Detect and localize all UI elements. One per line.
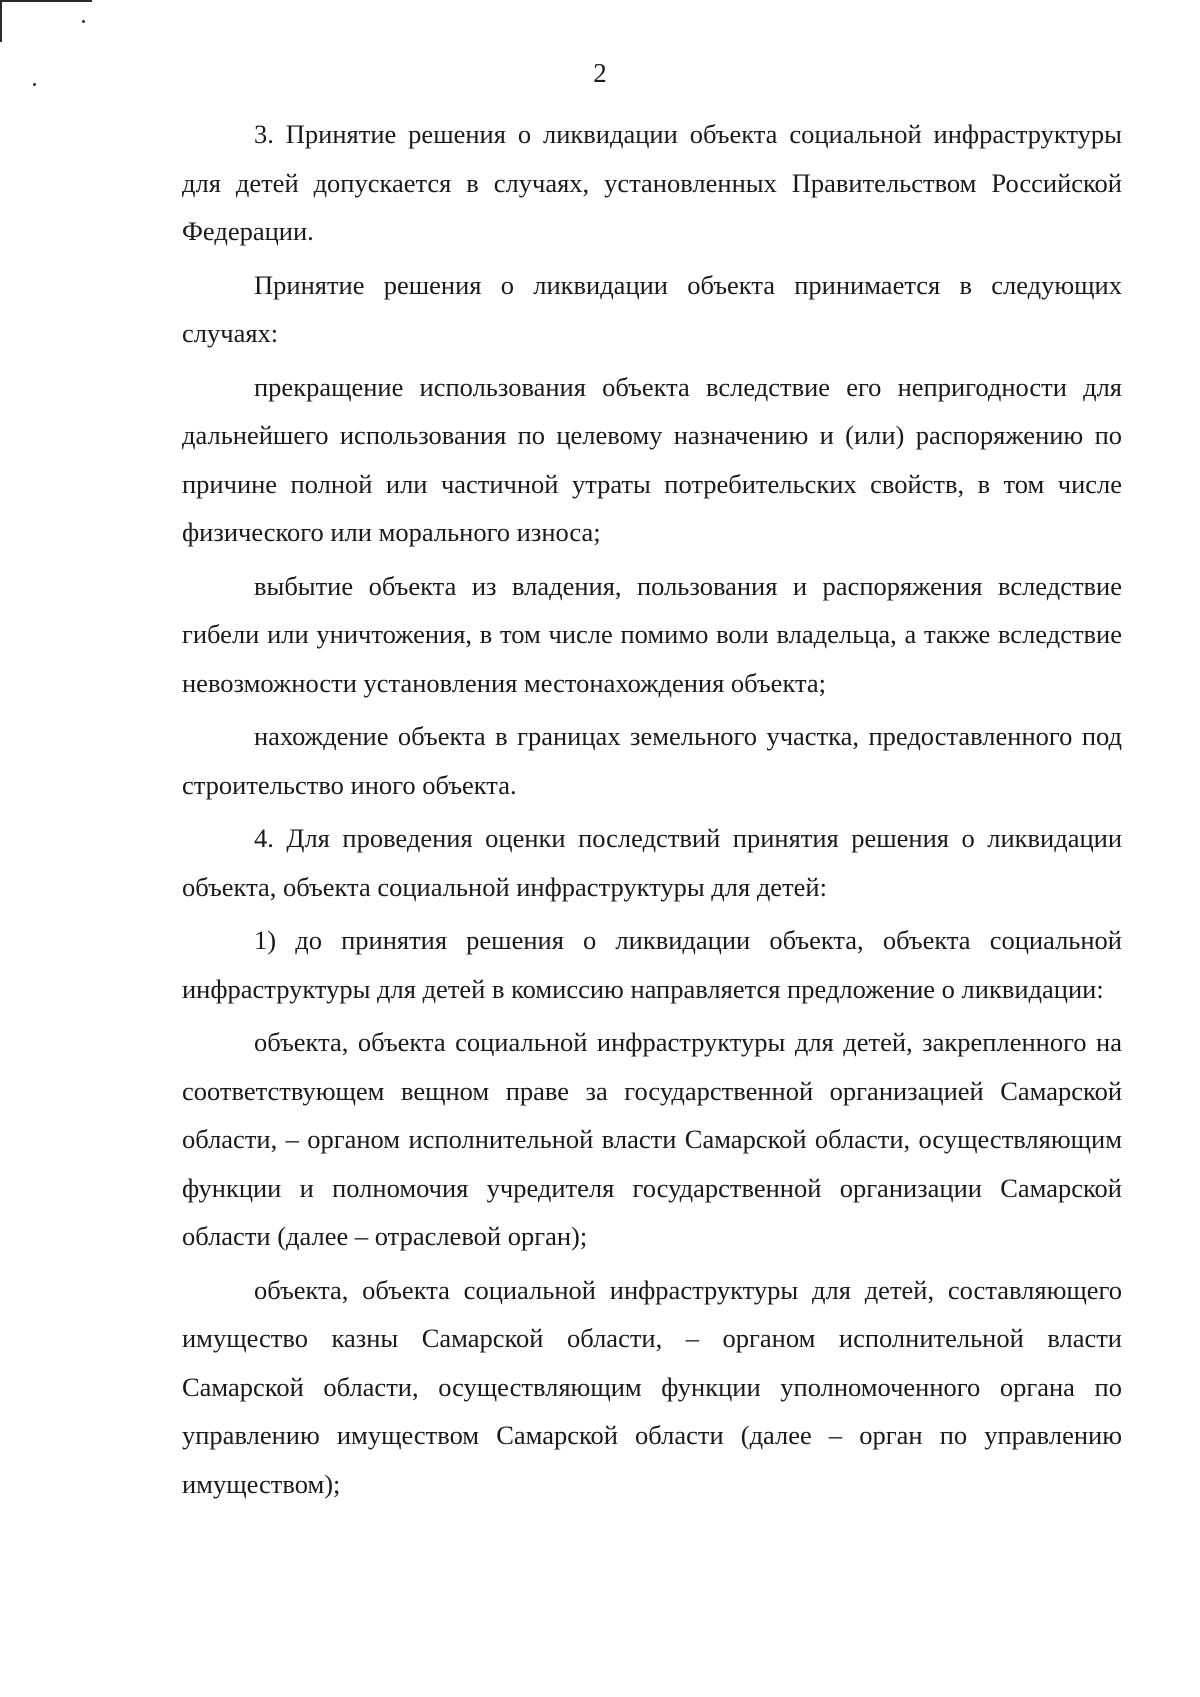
paragraph-subitem-1: 1) до принятия решения о ликвидации объекта, объекта социальной инфраструктуры для детей в комиссию направляется предложение о ликвидации:: [182, 925, 1122, 1004]
paragraph-case-land-plot: нахождение объекта в границах земельного участка, предоставленного под строительство иного объекта.: [182, 721, 1122, 800]
page-number: 2: [593, 58, 607, 88]
paragraph-case-disposal: выбытие объекта из владения, пользования и распоряжения вследствие гибели или уничтожения, в том числе помимо воли владельца, а также вследствие невозможности установления местонахождения объекта;: [182, 570, 1122, 698]
paragraph-case-unfitness: прекращение использования объекта вследствие его непригодности для дальнейшего использования по целевому назначению и (или) распоряжению по причине полной или частичной утраты потребительских свойств, в том числе физического или морального износа;: [182, 371, 1122, 547]
paragraph-liquidation-cases: Принятие решения о ликвидации объекта принимается в следующих случаях:: [182, 269, 1122, 348]
paragraph-item-3: 3. Принятие решения о ликвидации объекта социальной инфраструктуры для детей допускается в случаях, установленных Правительством Российской Федерации.: [182, 119, 1122, 246]
paragraph-sector-body: объекта, объекта социальной инфраструктуры для детей, закрепленного на соответствующем вещном праве за государственной организацией Самарской области, – органом исполнительной власти Самарской области, осуществляющим функции и полномочия учредителя государственной организации Самарской области (далее – отраслевой орган);: [182, 1027, 1122, 1251]
paragraph-property-body: объекта, объекта социальной инфраструктуры для детей, составляющего имущество казны Самарской области, – органом исполнительной власти Самарской области, осуществляющим функции уполномоченного органа по управлению имуществом Самарской области (далее – орган по управлению имуществом);: [182, 1274, 1122, 1499]
document-body: [182, 110, 1122, 1508]
paragraph-item-4: 4. Для проведения оценки последствий принятия решения о ликвидации объекта, объекта социальной инфраструктуры для детей:: [182, 823, 1122, 902]
scan-speck: [82, 20, 85, 23]
scan-corner-mark: [0, 0, 92, 42]
